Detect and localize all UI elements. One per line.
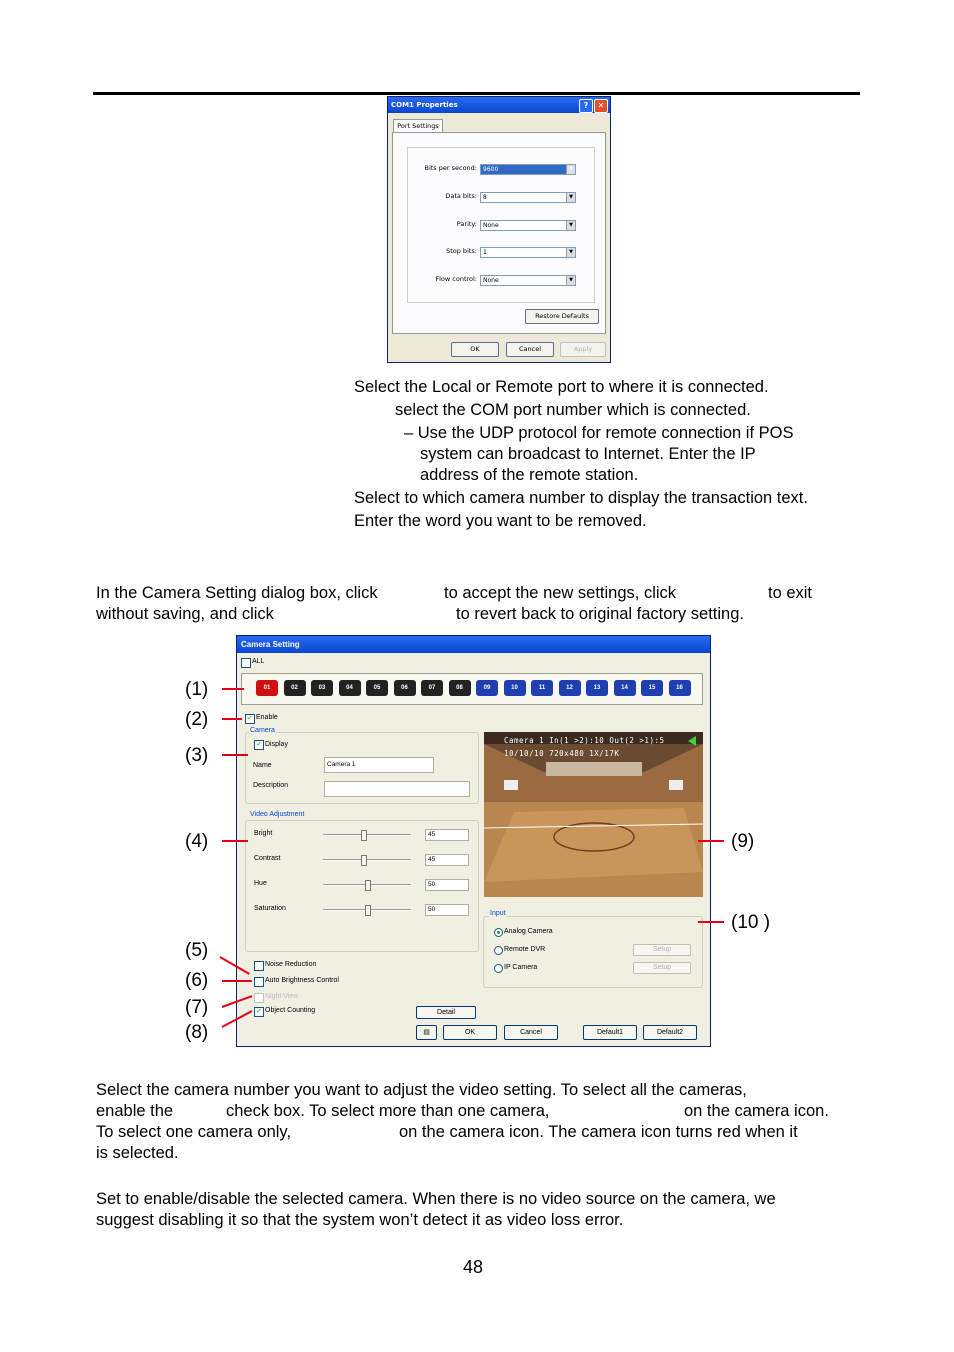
- callout-3: (3): [185, 745, 209, 766]
- para1-line-3a: To select one camera only,: [96, 1123, 292, 1141]
- cancel-button[interactable]: Cancel: [504, 1025, 558, 1040]
- data-bits-value: 8: [483, 194, 487, 201]
- input-caption: Input: [490, 910, 506, 917]
- para1-line-3b: on the camera icon. The camera icon turns red when it: [399, 1123, 798, 1141]
- slider-thumb-1[interactable]: [361, 855, 367, 866]
- adjust-slider-1[interactable]: [323, 859, 411, 861]
- camera-dialog-title: Camera Setting: [241, 640, 300, 649]
- description-label: Description: [253, 782, 289, 789]
- callout-7: (7): [185, 997, 209, 1018]
- object-counting-label: Object Counting: [265, 1007, 316, 1014]
- desc-line-5: address of the remote station.: [420, 466, 639, 484]
- camera-icon-12[interactable]: 12: [559, 680, 581, 696]
- desc-line-3: – Use the UDP protocol for remote connection if POS: [404, 424, 794, 442]
- chevron-down-icon: ▼: [566, 221, 575, 230]
- chevron-down-icon: ▼: [566, 248, 575, 257]
- para1-line-1: Select the camera number you want to adjust the video setting. To select all the cameras,: [96, 1081, 747, 1099]
- camera-icon-05[interactable]: 05: [366, 680, 388, 696]
- ip-setup-button[interactable]: Setup: [633, 962, 691, 974]
- camera-icon-02[interactable]: 02: [284, 680, 306, 696]
- camera-icon-13[interactable]: 13: [586, 680, 608, 696]
- callout-6-line: [222, 980, 252, 982]
- adjust-label-0: Bright: [254, 830, 273, 837]
- analog-camera-label: Analog Camera: [504, 928, 553, 935]
- camera-icon-07[interactable]: 07: [421, 680, 443, 696]
- callout-4: (4): [185, 831, 209, 852]
- para1-line-2a: enable the: [96, 1102, 174, 1120]
- video-adjustment-caption: Video Adjustment: [250, 811, 305, 818]
- page-number: 48: [463, 1257, 484, 1277]
- remote-setup-button[interactable]: Setup: [633, 944, 691, 956]
- tab-label: Port Settings: [397, 122, 439, 130]
- camera-group-caption: Camera: [250, 727, 275, 734]
- adjust-value-0[interactable]: 45: [425, 829, 469, 841]
- camera-icon-16[interactable]: 16: [669, 680, 691, 696]
- adjust-slider-0[interactable]: [323, 834, 411, 836]
- enable-label: Enable: [256, 714, 278, 721]
- ok-button[interactable]: OK: [451, 342, 499, 357]
- all-label: ALL: [252, 658, 265, 665]
- chevron-down-icon: ▼: [566, 193, 575, 202]
- ip-camera-label: IP Camera: [504, 964, 538, 971]
- callout-10: (10 ): [731, 912, 771, 933]
- desc-line-1: Select the Local or Remote port to where it is connected.: [354, 378, 769, 396]
- com-dialog-titlebar: [388, 97, 610, 113]
- callout-1-line: [222, 688, 244, 690]
- callout-10-line: [698, 921, 724, 923]
- ip-camera-radio[interactable]: [494, 964, 503, 973]
- analog-camera-radio[interactable]: [494, 928, 503, 937]
- adjust-value-3[interactable]: 50: [425, 904, 469, 916]
- tab-panel: [392, 132, 606, 334]
- com-dialog-title: COM1 Properties: [391, 101, 458, 109]
- overlay-line-2: 10/10/10 720x480 1X/17K: [504, 749, 620, 758]
- remote-dvr-label: Remote DVR: [504, 946, 546, 953]
- adjust-value-1[interactable]: 45: [425, 854, 469, 866]
- camera-icon-11[interactable]: 11: [531, 680, 553, 696]
- tab-port-settings[interactable]: [393, 119, 443, 133]
- callout-9-line: [698, 840, 724, 842]
- detail-button[interactable]: Detail: [416, 1006, 476, 1019]
- callout-2-line: [222, 718, 242, 720]
- label-bits-per-second: Bits per second:: [424, 164, 477, 172]
- intro-1a: In the Camera Setting dialog box, click: [96, 584, 378, 602]
- label-data-bits: Data bits:: [445, 192, 477, 200]
- object-counting-checkbox[interactable]: ✓: [254, 1007, 264, 1017]
- adjust-value-2[interactable]: 50: [425, 879, 469, 891]
- callout-5: (5): [185, 940, 209, 961]
- remote-dvr-radio[interactable]: [494, 946, 503, 955]
- flow-control-select[interactable]: [480, 275, 576, 286]
- description-input[interactable]: [324, 781, 470, 797]
- auto-brightness-label: Auto Brightness Control: [265, 977, 339, 984]
- desc-line-2: select the COM port number which is connected.: [395, 401, 751, 419]
- noise-reduction-checkbox[interactable]: [254, 961, 264, 971]
- para1-line-2c: on the camera icon.: [684, 1102, 829, 1120]
- enable-checkbox[interactable]: ✓: [245, 714, 255, 724]
- intro-2b: to revert back to original factory setting.: [456, 605, 744, 623]
- name-label: Name: [253, 762, 272, 769]
- ok-button[interactable]: OK: [443, 1025, 497, 1040]
- parity-select[interactable]: [480, 220, 576, 231]
- callout-2: (2): [185, 709, 209, 730]
- para2-line-1: Set to enable/disable the selected camera. When there is no video source on the camera, we: [96, 1190, 776, 1208]
- flow-control-value: None: [483, 277, 499, 284]
- adjust-label-1: Contrast: [254, 855, 281, 862]
- intro-1b: to accept the new settings, click: [444, 584, 677, 602]
- label-parity: Parity:: [456, 220, 477, 228]
- callout-8: (8): [185, 1022, 209, 1043]
- auto-brightness-checkbox[interactable]: [254, 977, 264, 987]
- close-icon[interactable]: ✕: [594, 99, 608, 113]
- chevron-down-icon: ▼: [566, 165, 575, 174]
- camera-icon-06[interactable]: 06: [394, 680, 416, 696]
- slider-thumb-0[interactable]: [361, 830, 367, 841]
- data-bits-select[interactable]: [480, 192, 576, 203]
- bits-per-second-select[interactable]: [480, 164, 576, 175]
- restore-defaults-button[interactable]: Restore Defaults: [525, 309, 599, 324]
- slider-thumb-2[interactable]: [365, 880, 371, 891]
- para2-line-2: suggest disabling it so that the system won’t detect it as video loss error.: [96, 1211, 624, 1229]
- adjust-label-2: Hue: [254, 880, 267, 887]
- camera-icon-03[interactable]: 03: [311, 680, 333, 696]
- camera-preview: [484, 732, 703, 897]
- label-flow-control: Flow control:: [435, 275, 477, 283]
- camera-icon-08[interactable]: 08: [449, 680, 471, 696]
- callout-3-line: [222, 754, 248, 756]
- camera-icon-10[interactable]: 10: [504, 680, 526, 696]
- desc-line-7: Enter the word you want to be removed.: [354, 512, 647, 530]
- apply-button[interactable]: Apply: [560, 342, 606, 357]
- para1-line-2b: check box. To select more than one camera,: [226, 1102, 550, 1120]
- parity-value: None: [483, 222, 499, 229]
- com-properties-dialog: [387, 96, 611, 363]
- adjust-label-3: Saturation: [254, 905, 286, 912]
- para1-line-4: is selected.: [96, 1144, 179, 1162]
- print-icon[interactable]: ▤: [416, 1025, 437, 1040]
- stop-bits-value: 1: [483, 249, 487, 256]
- slider-thumb-3[interactable]: [365, 905, 371, 916]
- camera-icon-01[interactable]: 01: [256, 680, 278, 696]
- help-icon[interactable]: ?: [579, 99, 593, 113]
- overlay-line-1: Camera 1 In(1 >2):10 Out(2 >1):5: [504, 736, 665, 745]
- callout-9: (9): [731, 831, 755, 852]
- default1-button[interactable]: Default1: [583, 1025, 637, 1040]
- camera-setting-dialog: [236, 635, 711, 1047]
- night-view-label: Night View: [265, 993, 299, 1000]
- desc-line-4: system can broadcast to Internet. Enter the IP: [420, 445, 756, 463]
- desc-line-6: Select to which camera number to display the transaction text.: [354, 489, 808, 507]
- intro-1c: to exit: [768, 584, 813, 602]
- callout-6: (6): [185, 970, 209, 991]
- camera-icon-15[interactable]: 15: [641, 680, 663, 696]
- camera-icon-14[interactable]: 14: [614, 680, 636, 696]
- top-rule: [93, 92, 860, 95]
- noise-reduction-label: Noise Reduction: [265, 961, 317, 968]
- display-checkbox[interactable]: ✓: [254, 740, 264, 750]
- display-label: Display: [265, 741, 288, 748]
- chevron-down-icon: ▼: [566, 276, 575, 285]
- name-input[interactable]: Camera 1: [324, 757, 434, 773]
- callout-4-line: [222, 840, 248, 842]
- all-checkbox[interactable]: [241, 658, 251, 668]
- camera-icon-09[interactable]: 09: [476, 680, 498, 696]
- stop-bits-select[interactable]: [480, 247, 576, 258]
- label-stop-bits: Stop bits:: [446, 247, 477, 255]
- camera-icon-04[interactable]: 04: [339, 680, 361, 696]
- cancel-button[interactable]: Cancel: [506, 342, 554, 357]
- bits-value: 9600: [483, 166, 499, 173]
- default2-button[interactable]: Default2: [643, 1025, 697, 1040]
- night-view-checkbox[interactable]: [254, 993, 264, 1003]
- callout-1: (1): [185, 679, 209, 700]
- speaker-icon: [688, 736, 696, 746]
- camera-dialog-titlebar: [237, 636, 710, 653]
- intro-2a: without saving, and click: [96, 605, 274, 623]
